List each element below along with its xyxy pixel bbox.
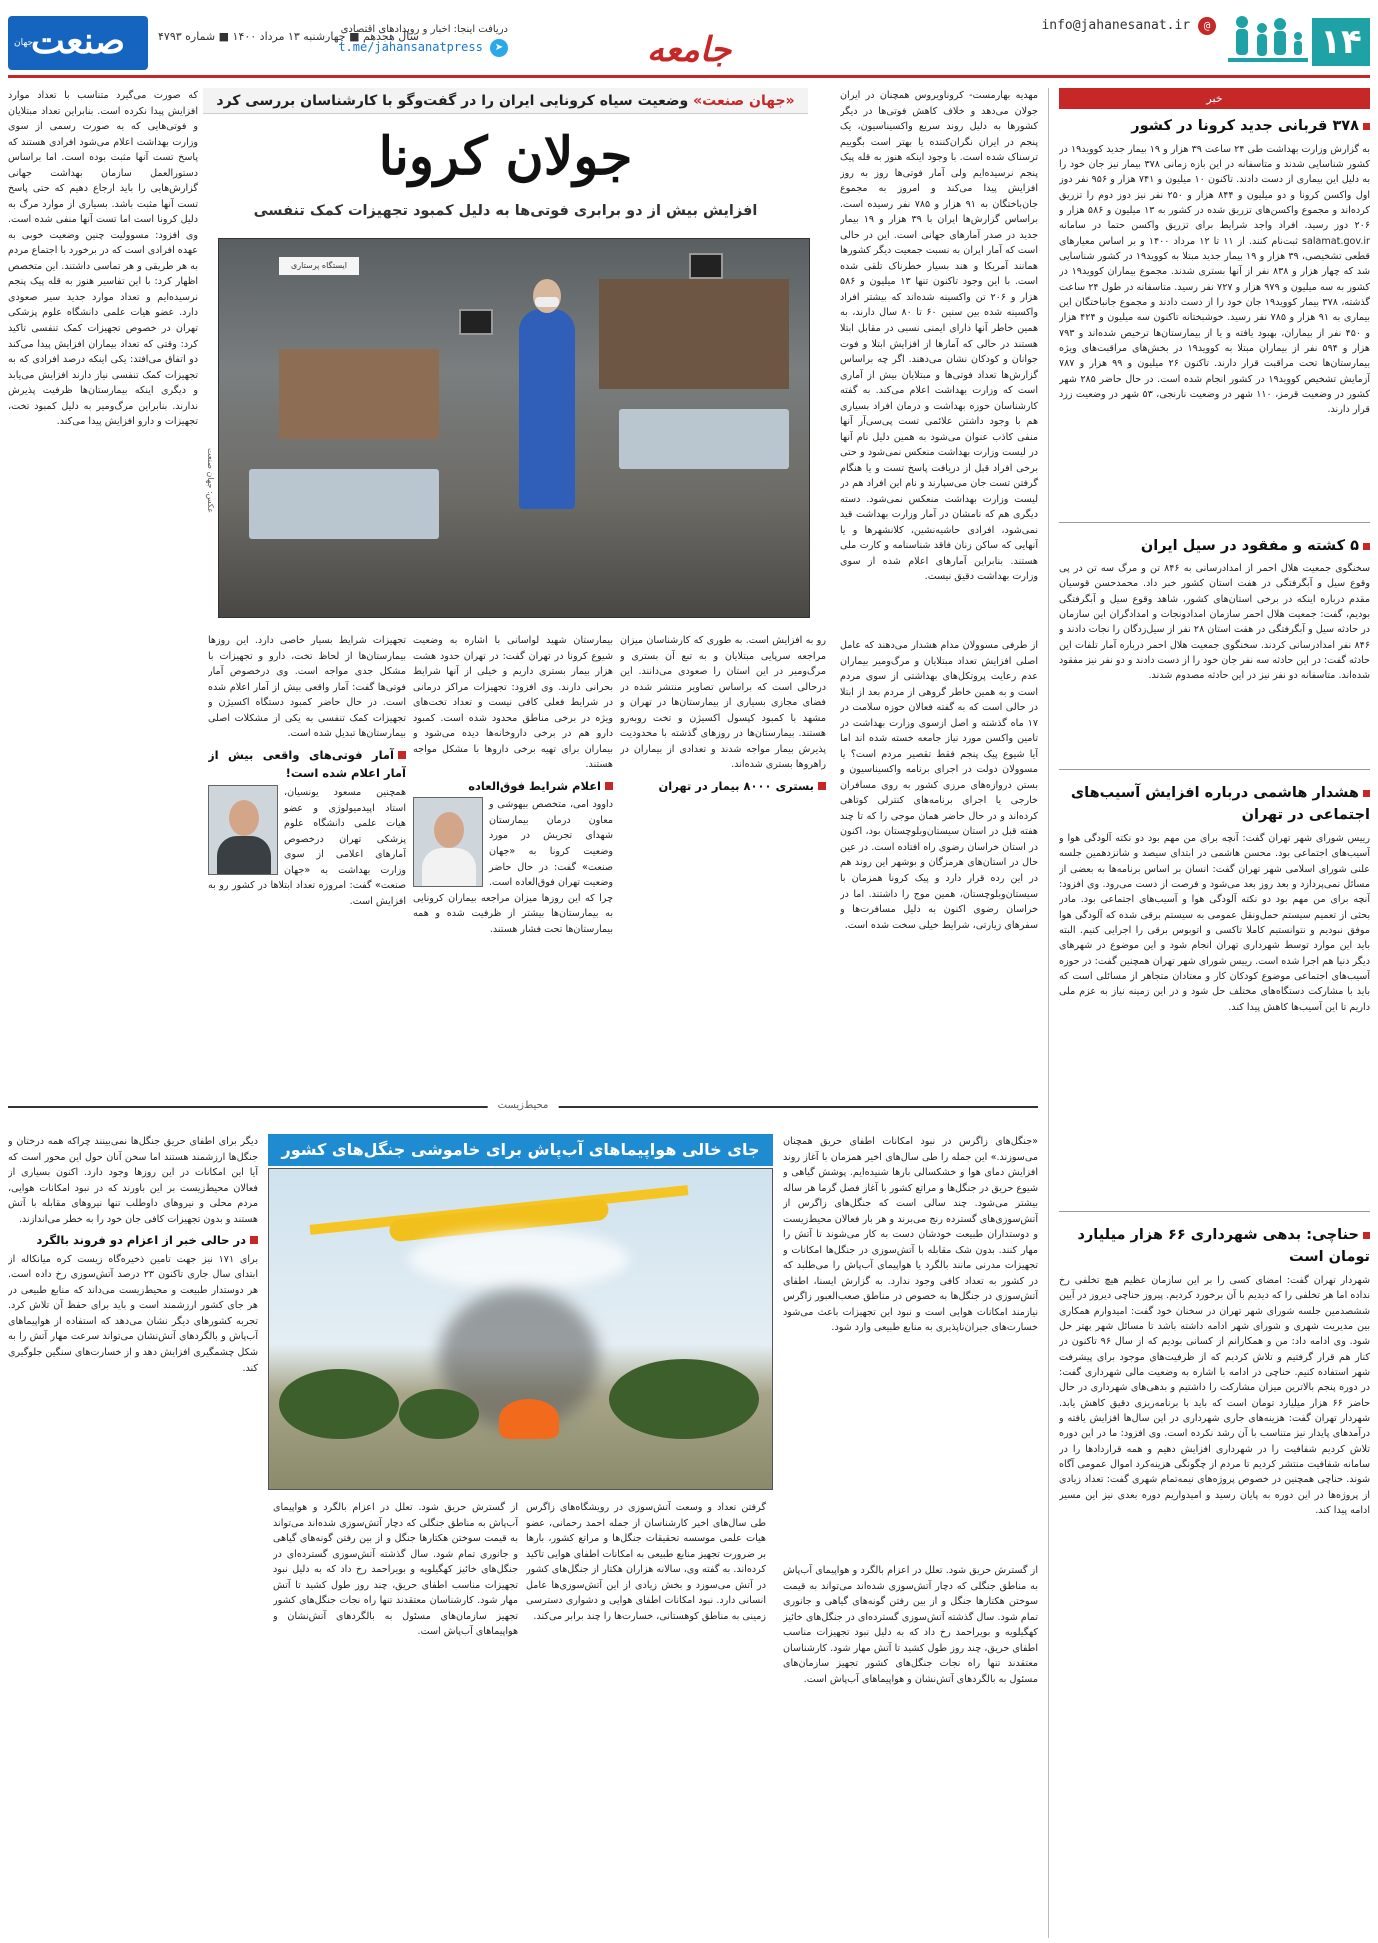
env-column: از گسترش حریق شود. تعلل در اعزام بالگرد و هواپیمای آب‌پاش به مناطق جنگلی که دچار آتش‌سوزی شده‌اند می‌تواند به قیمت سوختن هکتارها جنگل و از بین رفتن گونه‌های گیاهی و جانوری تمام شود. سال گذشته آتش‌سوزی گسترده‌ای در جنگل‌های خائیز کهگیلویه و بویراحمد رخ داد که به دلیل نبود تجهیزات مناسب اطفای حریق، چند روز طول کشید تا آتش مهار شود. کارشناسان معتقدند تنها راه نجات جنگل‌های کشور تجهیز سازمان‌های مسئول به بالگردهای آتش‌نشان و هواپیماهای آب‌پاش است.: [273, 1502, 518, 1638]
subheading-text: آمار فوتی‌های واقعی بیش از آمار اعلام شده است!: [208, 747, 406, 781]
news-body: شهردار تهران گفت: امضای کسی را بر این سازمان عظیم هیچ تخلفی رخ نداده اما هر تخلفی را که دیدیم با آن برخورد کردیم. پیروز حناچی دیروز در آیین ششصدمین جلسه شورای شهر تهران در سخنان خود گفت: امیدوارم همکاری بین مدیریت شهری و شورای شهر ادامه داشته باشد تا مسائل شهر بهتر حل شود. وی ادامه داد: من و همکارانم از کسانی بودیم که از سال ۹۶ تاکنون در کنار هم قرار گرفتیم و تلاش کردیم که از ظرفیت‌های موجود برای پیشرفت شهر استفاده کنیم. حناچی در ادامه با اشاره به وضعیت مالی شهرداری گفت: در دوره پنجم بالاترین میزان مشارکت را داشتیم و بدهی‌های شهرداری در حال حاضر ۶۶ هزار میلیارد تومان است که باید با برنامه‌ریزی دقیق کاهش یابد. شهردار تهران گفت: هزینه‌های جاری شهرداری در این سال‌ها افزایش یافته و درآمدهای پایدار نیز متناسب با آن رشد نکرده است. وی افزود: ما در این دوره تلاش کردیم شفافیت را در شهرداری افزایش دهیم و همه قراردادها را در سامانه شفافیت منتشر کردیم تا مردم از چگونگی هزینه‌کرد اموال عمومی آگاه شوند. حناچی همچنین در خصوص پروژه‌های نیمه‌تمام شهری گفت: تعداد زیادی از پروژه‌ها در این دوره به پایان رسید و امیدواریم دوره بعدی نیز این مسیر ادامه پیدا کند.: [1059, 1274, 1370, 1517]
portrait-body: [217, 836, 271, 875]
subheading-text: اعلام شرایط فوق‌العاده: [468, 778, 601, 793]
subheading-text: بستری ۸۰۰۰ بیمار در تهران: [658, 778, 814, 793]
issue-info: سال هجدهم ■ چهارشنبه ۱۳ مرداد ۱۴۰۰ ■ شماره ۴۷۹۳: [158, 30, 419, 43]
page-number: ۱۴: [1312, 18, 1370, 66]
subheading: [8, 1231, 258, 1250]
telegram-title: دریافت اینجا: اخبار و رویدادهای اقتصادی: [340, 24, 508, 35]
news-title: [1059, 115, 1370, 137]
expert-portrait: [413, 797, 483, 887]
news-body: رییس شورای شهر تهران گفت: آنچه برای من مهم بود دو نکته آلودگی هوا و آسیب‌های اجتماعی بود. محسن هاشمی در ابتدای سیصد و شانزدهمین جلسه علنی شورای اسلامی شهر تهران گفت: انسان بر اساس برنامه‌ها به بعضی از مسائل نمی‌پردازد و بعد روز بعد می‌شود و فرصت از دست می‌رود. وی افزود: آنچه برای من مهم بود دو نکته آلودگی هوا و آسیب‌های اجتماعی بود. مادر بحثی از تعمیم سیستم حمل‌ونقل عمومی به سیستم برقی شده که آلودگی هوا موفق نبودیم و نتوانستیم کاملا تاکسی و اتوبوس برقی را اجرایی کنیم. البته باید این موارد توسط شهرداری تهران انجام شود و این موضوع در شهرهای دیگر دنیا هم اجرا شده است. رییس شورای شهر تهران همچنین گفت: در حوزه آسیب‌های اجتماعی موضوع کودکان کار و معتادان متجاهر از مسائلی است که باید با مشارکت دستگاه‌های مختلف حل شود و در این زمینه نیاز به عزم ملی داریم تا این آسیب‌ها کاهش پیدا کند.: [1059, 832, 1370, 1013]
nurse-head: [533, 279, 561, 313]
env-headline: جای خالی هواپیماهای آب‌پاش برای خاموشی جنگل‌های کشور: [268, 1134, 773, 1166]
news-title: [1059, 1224, 1370, 1269]
photo-sign: ایستگاه پرستاری: [279, 257, 359, 275]
paragraph: برای ۱۷۱ نیز جهت تامین ذخیره‌گاه زیست کره میانکاله از ابتدای سال جاری تاکنون ۲۳ درصد آتش‌سوزی رخ داده است. هر دوستدار طبیعت و محیط‌زیست می‌داند که منابع طبیعی در هر جای کشور ارزشمند است و باید برای حفظ آن تلاش کرد. تجربه کشورهای دیگر نشان می‌دهد که استفاده از هواپیماهای آب‌پاش و بالگردهای آتش‌نشان می‌تواند سرعت مهار آتش را به شکل چشمگیری افزایش دهد و از خسارت‌های سنگین جلوگیری کند.: [8, 1253, 258, 1374]
bed-shape: [249, 469, 439, 539]
square-bullet-icon: [818, 782, 826, 790]
article-kicker: [203, 88, 808, 114]
news-title-text: هشدار هاشمی درباره افزایش آسیب‌های اجتماعی در تهران: [1070, 784, 1370, 824]
paragraph: تجهیزات شرایط بسیار خاصی دارد. این روزها بیمارستان‌ها از لحاظ تخت، دارو و تجهیزات با مشکل جدی مواجه است. وی درخصوص آمار فوتی‌ها گفت: آمار واقعی بیش از آمار اعلام شده است. در حال حاضر کمبود دستگاه اکسیژن و تجهیزات کمک تنفسی به یکی از مشکلات اصلی بیمارستان‌ها تبدیل شده است.: [208, 635, 406, 740]
news-item: [1059, 535, 1370, 770]
portrait-face: [229, 800, 259, 836]
paragraph: رو به افزایش است. به طوری که کارشناسان میزان مراجعه سرپایی مبتلایان و به تبع آن بستری و مرگ‌ومیر در این استان را صعودی می‌دانند. این درحالی است که براساس تصاویر منتشر شده در فضای مجازی بسیاری از بیمارستان‌ها در تهران و مشهد با کمبود کپسول اکسیژن و تخت روبه‌رو هستند. بیمارستان‌ها در روزهای گذشته با محدودیت پذیرش بیمار مواجه شدند و تعدادی از بیماران در راهروها بستری شده‌اند.: [620, 635, 826, 771]
env-column: «جنگل‌های زاگرس در نبود امکانات اطفای حریق همچنان می‌سوزند.» این جمله را طی سال‌های اخیر همزمان با آغاز روند افزایش دمای هوا و خشکسالی بارها شنیده‌ایم. پوشش گیاهی و شیوع حریق در جنگل‌ها و مراتع کشور با آغاز فصل گرما هر ساله بیشتر می‌شود. چند سالی است که جنگل‌های زاگرس از آتش‌سوزی‌های گسترده رنج می‌برند و هر بار فعالان محیط‌زیست و دوستداران طبیعت خودشان دست به کار می‌شوند تا آتش را مهار کنند. بدون شک مقابله با آتش‌سوزی در جنگل‌ها امکانات و تجهیزات مدرنی مانند بالگرد یا هواپیمای آب‌پاش را می‌طلبد که در کشور به تعداد کافی وجود ندارد. به گزارش ایسنا، اطفای آتش‌سوزی در جنگل‌ها به خصوص در مناطق صعب‌العبور زاگرس نیازمند امکانات هوایی است و نبود این تجهیزات باعث می‌شود خسارت‌های جبران‌ناپذیری به منابع طبیعی وارد شود.: [783, 1136, 1038, 1334]
telegram-link[interactable]: t.me/jahansanatpress: [338, 39, 483, 54]
subheading: [620, 777, 826, 796]
env-column: از گسترش حریق شود. تعلل در اعزام بالگرد و هواپیمای آب‌پاش به مناطق جنگلی که دچار آتش‌سوزی شده‌اند می‌تواند به قیمت سوختن هکتارها جنگل و از بین رفتن گونه‌های گیاهی و جانوری تمام شود. سال گذشته آتش‌سوزی گسترده‌ای در جنگل‌های خائیز کهگیلویه و بویراحمد رخ داد که به دلیل نبود تجهیزات مناسب اطفای حریق، چند روز طول کشید تا آتش مهار شود. کارشناسان معتقدند تنها راه نجات جنگل‌های کشور تجهیز سازمان‌های مسئول به بالگردهای آتش‌نشان و هواپیماهای آب‌پاش است.: [783, 1565, 1038, 1685]
portrait-face: [434, 812, 464, 848]
news-title: [1059, 535, 1370, 557]
paragraph: دیگر برای اطفای حریق جنگل‌ها نمی‌بینند چراکه همه درختان و جنگل‌ها ارزشمند هستند اما سخن آنان حول این محور است که آیا این امکانات در این روزها وجود دارد. اکنون بسیاری از فعالان محیط‌زیست بر این باورند که در نبود امکانات هوایی، مردم محلی و نیروهای داوطلب تنها نیروهای مقابله با آتش هستند و بدون تجهیزات کافی جان خود را به خطر می‌اندازند.: [8, 1136, 258, 1225]
tree-shape: [279, 1369, 399, 1439]
square-bullet-icon: [250, 1236, 258, 1244]
bullet-icon: [1363, 790, 1370, 797]
kicker-source: «جهان صنعت»: [693, 93, 795, 109]
masthead: [8, 8, 1370, 78]
news-item: [1059, 115, 1370, 522]
bullet-icon: [1363, 543, 1370, 550]
newspaper-logo: [8, 16, 148, 70]
nurse-figure: [519, 309, 575, 509]
firefighting-plane-photo: [268, 1168, 773, 1490]
email-icon: @: [1198, 17, 1216, 35]
bullet-icon: [1363, 123, 1370, 130]
fire-shape: [499, 1399, 559, 1439]
subheading: [413, 777, 613, 796]
expert-portrait: [208, 785, 278, 875]
main-article: [8, 88, 1038, 1100]
paragraph: همچنین مسعود یونسیان، استاد اپیدمیولوژی و عضو هیات علمی دانشگاه علوم پزشکی تهران درخصوص آمارهای اعلامی از سوی وزارت بهداشت به «جهان صنعت» گفت: امروزه تعداد ابتلاها در کشور رو به افزایش است.: [208, 786, 406, 907]
article-column: [208, 633, 406, 1088]
section-title: جامعه: [646, 30, 732, 70]
water-spray: [409, 1229, 629, 1289]
tree-shape: [609, 1359, 759, 1439]
bullet-icon: [1363, 1232, 1370, 1239]
news-title-text: حناچی: بدهی شهرداری ۶۶ هزار میلیارد تومان است: [1077, 1226, 1370, 1266]
photo-credit: عکس: جهان صنعت: [206, 448, 215, 514]
news-item: [1059, 1224, 1370, 1821]
logo-small-text: جهان: [14, 38, 34, 48]
square-bullet-icon: [605, 782, 613, 790]
hospital-ward-photo: [218, 238, 810, 618]
email-address[interactable]: [1041, 16, 1220, 36]
news-body: به گزارش وزارت بهداشت طی ۲۴ ساعت ۳۹ هزار و ۱۹ بیمار جدید کووید۱۹ در کشور شناسایی شدند و متاسفانه در این بازه زمانی ۳۷۸ بیمار نیز جان خود را به دلیل این بیماری از دست دادند. تاکنون ۱۰ میلیون و ۷۴۱ هزار و ۹۵۶ نفر دوز اول واکسن کرونا و دو میلیون و ۸۴۴ هزار و ۲۵۰ نفر نیز دوز دوم را تزریق کرده‌اند و مجموع واکسن‌های تزریق شده در کشور به ۱۳ میلیون و ۵۸۶ هزار و ۲۰۶ دوز رسید. افراد واجد شرایط برای تزریق واکسن حتما در سامانه salamat.gov.ir ثبت‌نام کنند. از ۱۱ تا ۱۲ مرداد ۱۴۰۰ و بر اساس معیارهای قطعی تشخیصی، ۳۹ هزار و ۱۹ بیمار جدید مبتلا به کووید۱۹ در کشور شناسایی شد که چهار هزار و ۸۳۸ نفر از آنها بستری شدند. مجموع بیماران کووید۱۹ در کشور به سه میلیون و ۹۷۹ هزار و ۷۲۷ نفر رسید. متاسفانه در طول ۲۴ ساعت گذشته، ۳۷۸ بیمار کووید۱۹ جان خود را از دست دادند و مجموع جانباختگان این بیماری به ۹۱ هزار و ۷۸۵ نفر رسید. خوشبختانه تاکنون سه میلیون و ۴۲۴ هزار و ۴۵۰ نفر از بیماران، بهبود یافته و یا از بیمارستان‌ها ترخیص شده‌اند و ۷۹۳ هزار و ۵۹۴ نفر از بیماران مبتلا به کووید۱۹ در بخش‌های مراقبت‌های ویژه بیمارستان‌ها تحت مراقبت قرار دارند. تاکنون ۲۶ میلیون و ۹۹ هزار و ۷۸۷ آزمایش تشخیص کووید۱۹ در کشور انجام شده است. در حال حاضر ۲۸۵ شهر کشور در وضعیت قرمز، ۱۱۰ شهر در وضعیت نارنجی، ۵۳ شهر در وضعیت زرد قرار دارند.: [1059, 143, 1370, 416]
news-title: [1059, 782, 1370, 827]
env-section-label: محیط‌زیست: [488, 1098, 559, 1114]
env-column: [8, 1134, 258, 1934]
bed-shape: [619, 409, 789, 469]
env-column: گرفتن تعداد و وسعت آتش‌سوزی در رویشگاه‌های زاگرس طی سال‌های اخیر کارشناسان از جمله احمد رحمانی، عضو هیات علمی موسسه تحقیقات جنگل‌ها و مراتع کشور، بارها بر ضرورت تجهیز منابع طبیعی به امکانات اطفای هوایی تاکید کرده‌اند. به گفته وی، سالانه هزاران هکتار از جنگل‌های کشور در آتش می‌سوزد و بخش زیادی از این آتش‌سوزی‌ها عامل انسانی دارد. نبود امکانات اطفای هوایی و دشواری دسترسی زمینی به مناطق کوهستانی، خسارت‌ها را چند برابر می‌کند.: [526, 1502, 766, 1622]
article-headline: جولان کرونا: [378, 126, 633, 187]
article-column: مهدیه بهارمست- کروناویروس همچنان در ایران جولان می‌دهد و خلاف کاهش فوتی‌ها در دیگر کشورها به دلیل روند سریع واکسیناسیون، یک پنجم در ایران نگران‌کننده یا بهتر است بگوییم ترسناک شده است. با وجود اینکه هنوز به قله پیک پنجم نرسیده‌ایم ولی آمار فوتی‌ها روز به روز افزایش پیدا می‌کند و امروز به مجموع جان‌باختگان به ۹۱ هزار و ۷۸۵ نفر رسیده است. براساس گزارش‌ها ایران با ۳۹ هزار و ۱۹ بیمار جدید در صدر آمارهای جهانی است. این در حالی است که آمار ایران به نسبت جمعیت دیگر کشورها همانند آمریکا و هند بسیار خطرناک تلقی شده است. با این وجود تاکنون تنها ۱۳ میلیون و ۵۸۶ هزار و ۲۰۶ تن واکسینه شده‌اند که بیشتر افراد واکسینه شده بین سنین ۶۰ تا ۸۰ سال دارند، به همین خاطر آنها دارای ایمنی نسبی در مقابل ابتلا هستند در حالی که آمارها از افزایش ابتلا و فوت جوانان و کودکان نشان می‌دهند. اگر چه براساس گزارش‌ها تعداد فوتی‌ها و مبتلایان بیش از آماری است که وزارت بهداشت اعلام می‌کند. به گفته کارشناسان حوزه بهداشت و درمان افراد بسیاری هم با وجود داشتن علائمی تست پی‌سی‌آر آنها منفی کاذب عنوان می‌شود به همین دلیل نام آنها در لیست وزارت بهداشت منعکس نمی‌شود و حتی برخی افراد قبل از دریافت پاسخ تست و یا هنگام گرفتن تست جان می‌سپارند و نام این افراد هم در لیست وزارت بهداشت منعکس نمی‌شود. دسته دیگری هم که نامشان در آمار وزارت بهداشت قید نمی‌شود، افرادی حاشیه‌نشین، کلانشهرها و یا آنهایی که ساکن زنان فاقد شناسنامه و کارت ملی هستند. بنابراین آمارهای اعلام شده از سوی وزارت بهداشت دقیق نیست.: [840, 90, 1038, 583]
paragraph: بیمارستان شهید لواسانی با اشاره به وضعیت شیوع کرونا در تهران گفت: در تهران حدود هشت هزار بیمار بستری داریم و خیلی از آنها شرایط بحرانی دارند. وی افزود: تجهیزات مراکز درمانی در شرایط فعلی کافی نیست و تعداد تخت‌های ویژه در برخی مناطق محدود شده است. کمبود دارو هم در برخی داروخانه‌ها دیده می‌شود و بیماران برای تهیه برخی داروها با مشکل مواجه هستند.: [413, 635, 613, 771]
email-text[interactable]: info@jahanesanat.ir: [1041, 18, 1191, 33]
telegram-icon: ➤: [490, 39, 508, 57]
monitor-shape: [459, 309, 493, 335]
mask-shape: [535, 297, 559, 307]
news-item: [1059, 782, 1370, 1212]
article-column: از طرفی مسوولان مدام هشدار می‌دهند که عامل اصلی افزایش تعداد مبتلایان و مرگ‌ومیر بیماران عدم رعایت پروتکل‌های بهداشتی از سوی مردم است و به همین خاطر گروهی از مردم بعد از ابتلا در حالی است که به گفته فعالان حوزه سلامت در ۱۷ ماه گذشته و اصل ازسوی وزارت بهداشت در تامین واکسن مورد نیاز جامعه خسته شده اند اما آیا شیوع پیک پنجم فقط تقصیر مردم است؟ یا مسوولان دولت در اجرای برنامه واکسیناسیون و بستن دروازه‌های مرزی کشور به روی مسافران خارجی یا اجرای برنامه‌های کنترلی کوتاهی کرده‌اند و در حال حاضر همان موجی را که تا چند هفته قبل در استان سیستان‌وبلوچستان بود، اکنون در استان خراسان رضوی راه افتاده است. در عین حال در استان‌های هرمزگان و بوشهر این روند هم در این رده قرار دارد و پیک کرونا همزمان با سیستان‌وبلوچستان، همین موج را داشتند. اما در خراسان رضوی اکنون به دلیل مسافرت‌ها و سفرهای زیارتی، شرایط خیلی سخت شده است.: [840, 640, 1038, 931]
kicker-text: وضعیت سیاه کرونایی ایران را در گفت‌وگو با کارشناسان بررسی کرد: [216, 93, 694, 109]
news-sidebar: [1048, 88, 1370, 1938]
news-title-text: ۵ کشته و مفقود در سیل ایران: [1140, 537, 1359, 554]
news-title-text: ۳۷۸ قربانی جدید کرونا در کشور: [1131, 118, 1359, 135]
article-column: که صورت می‌گیرد متناسب با تعداد موارد افزایش پیدا نکرده است. بنابراین تعداد مبتلایان و فوتی‌هایی که به صورت رسمی از سوی وزارت بهداشت اعلام می‌شود افرادی هستند که پاسخ تست آنها مثبت بوده است. اما براساس دستورالعمل سازمان بهداشت جهانی گزارش‌هایی را باید ارجاع دهیم که حتی پاسخ تست آنها مثبت باشد. بسیاری از موارد مرگ به دلیل کرونا است اما تست آنها منفی شده است. وی افزود: مسوولیت چنین وضعیت خوبی به عهده افرادی است که در برخورد با اجتماع مردم به هر طریقی و هر تماسی داشتند. این متخصص اظهار کرد: با این تفاسیر هنوز به قله پیک پنجم نرسیده‌ایم و تعداد موارد جدید سیر صعودی دارد. عضو هیات علمی دانشگاه علوم پزشکی تهران در خصوص تجهیزات کمک تنفسی تاکید کرد: وقتی که تعداد بیماران افزایش پیدا می‌کند دو اتفاق می‌افتد: یکی اینکه درصد افرادی که به تجهیزات کمک تنفسی نیاز دارند افزایش می‌یابد و دیگری اینکه بیمارستان‌ها ظرفیت پذیرش ندارند. بنابراین مرگ‌ومیر به دلیل کمبود تخت، تجهیزات و دارو افزایش پیدا می‌کند.: [8, 90, 198, 428]
sidebar-label: خبر: [1059, 88, 1370, 109]
logo-text: صنعت: [30, 20, 126, 62]
portrait-body: [422, 848, 476, 887]
square-bullet-icon: [398, 751, 406, 759]
article-column: [620, 633, 826, 1088]
monitor-shape: [689, 253, 723, 279]
tree-shape: [399, 1389, 479, 1439]
paragraph: داوود امی، متخصص بیهوشی و معاون درمان بیمارستان شهدای تجریش در مورد وضعیت کرونا به «جهان صنعت» گفت: در حال حاضر وضعیت تهران فوق‌العاده است. چرا که این روزها میزان مراجعه بیماران کرونایی به بیمارستان‌ها بیشتر از ظرفیت شده و همه بیمارستان‌ها تحت فشار هستند.: [413, 799, 613, 935]
article-subhead: افزایش بیش از دو برابری فوتی‌ها به دلیل کمبود تجهیزات کمک تنفسی: [253, 203, 758, 219]
environment-article: [8, 1100, 1038, 1938]
article-column: [413, 633, 613, 1088]
subheading-text: در حالی خبر از اعزام دو فروند بالگرد: [36, 1233, 246, 1248]
news-body: سخنگوی جمعیت هلال احمر از امدادرسانی به ۸۴۶ تن و مرگ سه تن در پی وقوع سیل و آبگرفتگی در هفت استان کشور خبر داد. محمدحسن قوسیان مقدم درباره اینکه در برخی استان‌های کشور، شاهد وقوع سیل و آبگرفتگی بودیم، گفت: جمعیت هلال احمر سازمان امدادونجات و امدادگران این سازمان در حادثه سیل و آبگرفتگی در هفت استان ۲۸ نفر از سیل‌زدگان را نجات دادند و ۸۴۶ نفر امدادرسانی کردند. سخنگوی جمعیت هلال احمر درباره آمار تلفات این حادثه گفت: در این حادثه سه نفر جان خود را از دست دادند و دو نفر نیز مفقود شده‌اند. متاسفانه دو نفر نیز در این حادثه مصدوم شدند.: [1059, 562, 1370, 682]
subheading: [208, 746, 406, 783]
family-icon: [1228, 14, 1308, 70]
cart-shape: [599, 279, 789, 389]
cart-shape: [279, 349, 439, 439]
